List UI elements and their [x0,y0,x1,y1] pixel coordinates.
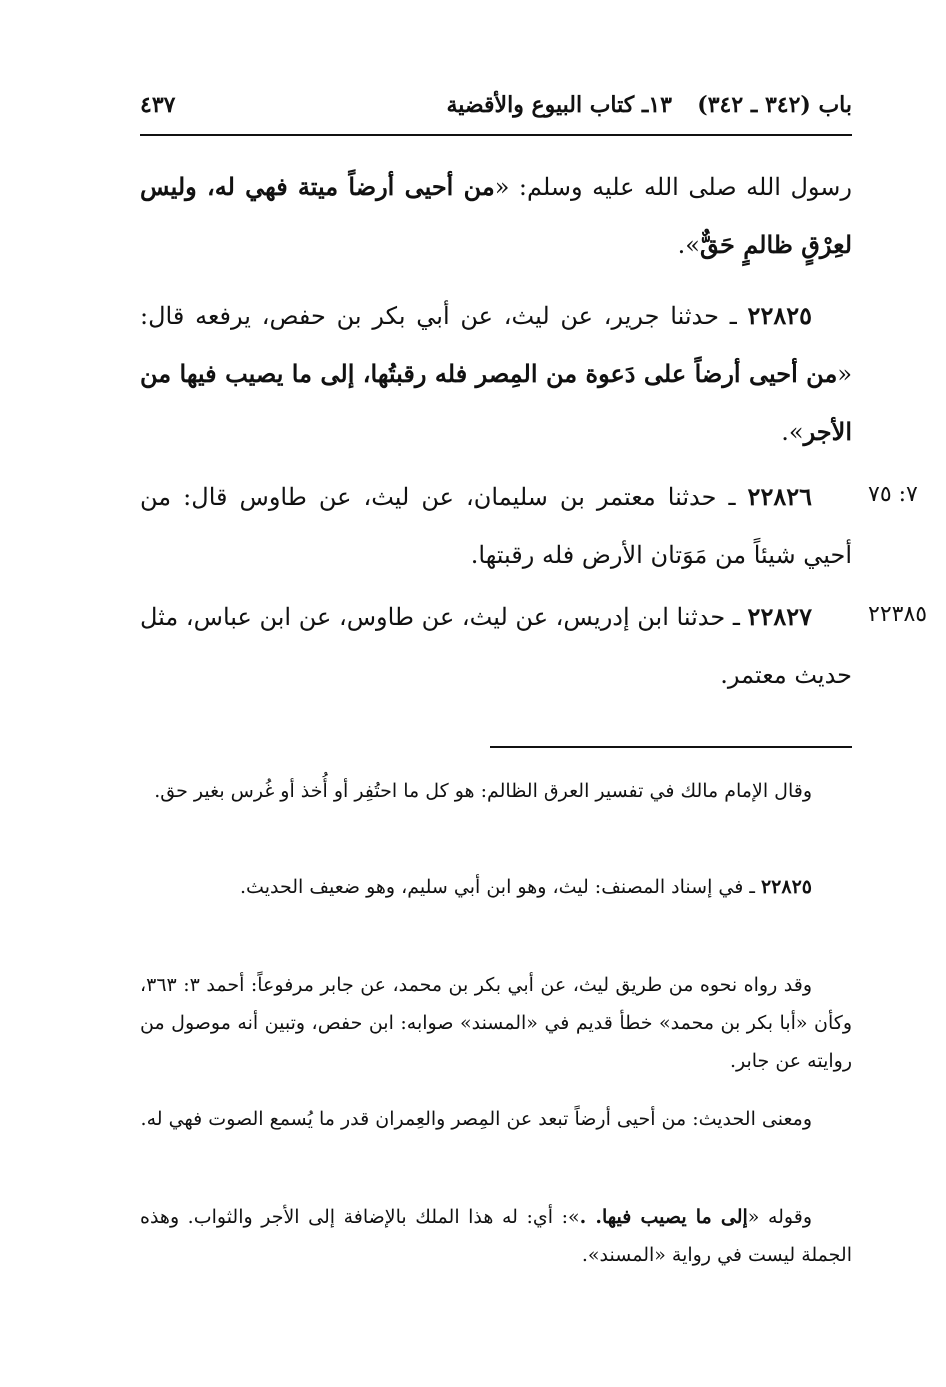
hadith-number: ٢٢٨٢٦ [747,482,812,511]
footnote-22825 [140,868,852,906]
footnote-meaning [140,1100,852,1138]
footnote-text: »: أي: له هذا الملك بالإضافة إلى الأجر والثواب. وهذه الجملة ليست في رواية «المسند». [140,1206,852,1266]
hadith-end: ». [781,418,804,446]
hadith-isnad: ـ حدثنا جرير، عن ليث، عن أبي بكر بن حفص، يرفعه قال: « [140,302,852,388]
footnote-number: ٢٢٨٢٥ [760,876,812,898]
hadith-22827 [140,588,852,704]
hadith-matn: من أحيى أرضاً على دَعوة من المِصر فله رقبتُها، إلى ما يصيب فيها من الأجر [140,359,852,446]
hadith-end: ». [677,231,700,259]
hadith-22825 [140,287,852,461]
footnote-text: ـ في إسناد المصنف: ليث، وهو ابن أبي سليم، وهو ضعيف الحديث. [240,876,761,898]
section-title: باب (٣٤٢ ـ ٣٤٢) [697,92,852,118]
hadith-number: ٢٢٨٢٧ [747,602,812,631]
hadith-matn: من أحيى أرضاً ميتة فهي له، وليس لعِرْقٍ ظالمٍ حَقٌّ [140,172,852,259]
footnote-text: ومعنى الحديث: من أحيى أرضاً تبعد عن المِصر والعِمران قدر ما يُسمع الصوت فهي له. [140,1108,812,1130]
footnote-rule [490,746,852,748]
footnote-explanation [140,1198,852,1274]
footnote-text: وقوله « [747,1206,813,1228]
hadith-continuation [140,158,852,274]
book-title: ١٣ـ كتاب البيوع والأقضية [446,92,672,118]
header-rule [140,134,852,136]
hadith-22826 [140,468,852,584]
margin-reference: ٢٢٣٨٥ [868,602,928,627]
footnote-text: وقال الإمام مالك في تفسير العرق الظالم: هو كل ما احتُفِر أو أُخذ أو غُرس بغير حق. [154,780,812,802]
footnote-quote: إلى ما يصيب فيها. . [579,1206,748,1228]
hadith-text: رسول الله صلى الله عليه وسلم: « [494,173,853,201]
hadith-number: ٢٢٨٢٥ [747,301,812,330]
footnote-malik [140,772,852,810]
footnote-text: وقد رواه نحوه من طريق ليث، عن أبي بكر بن محمد، عن جابر مرفوعاً: أحمد ٣: ٣٦٣، وكأن «أبا بكر بن محمد» خطأ قديم في «المسند» صوابه: ابن حفص، وتبين أنه موصول من روايته عن جابر. [140,974,852,1072]
footnote-sources [140,966,852,1080]
hadith-text: ـ حدثنا معتمر بن سليمان، عن ليث، عن طاوس قال: من أحيي شيئاً من مَوَتان الأرض فله رقبتها. [140,483,852,569]
margin-reference: ٧: ٧٥ [868,482,918,507]
running-header [140,88,852,128]
hadith-text: ـ حدثنا ابن إدريس، عن ليث، عن طاوس، عن ابن عباس، مثل حديث معتمر. [140,603,852,689]
page-number: ٤٣٧ [140,92,176,118]
